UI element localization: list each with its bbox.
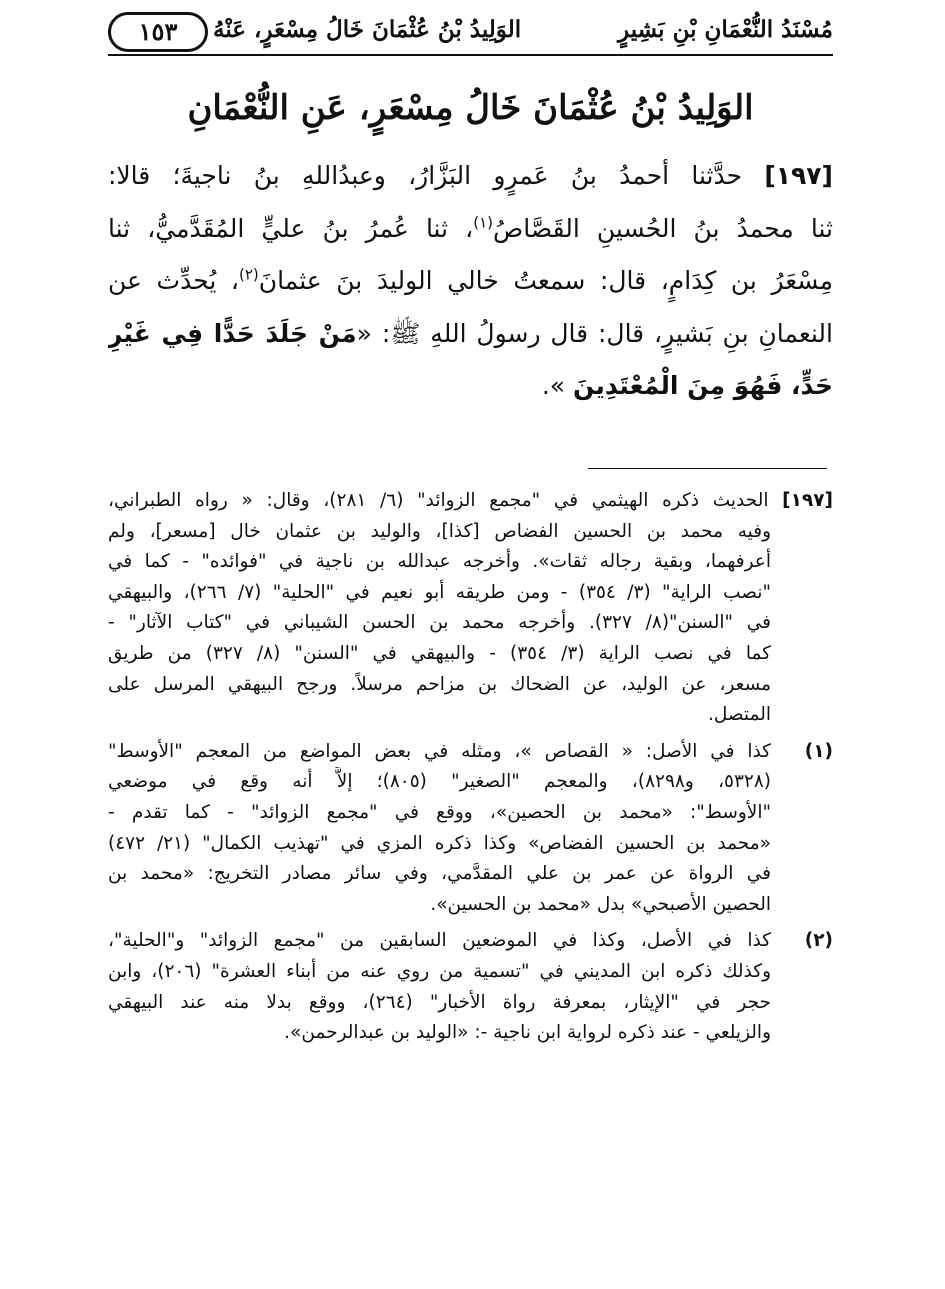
- footnote-line: (٥٣٢٨، و٨٢٩٨)، والمعجم "الصغير" (٨٠٥)؛ إلاَّ أنه وقع في موضعي: [108, 771, 771, 793]
- footnote-line: مسعر، عن الوليد، عن الضحاك بن مزاحم مرسلاً. ورجح البيهقي المرسل على: [108, 673, 771, 695]
- footnote-number: (٢): [804, 930, 833, 952]
- footnote-line: كما في نصب الراية (٣/ ٣٥٤) - والبيهقي في "السنن" (٨/ ٣٢٧) من طريق: [108, 642, 771, 664]
- page-number: ١٥٣: [108, 12, 208, 52]
- footnote-line: أعرفهما، وبقية رجاله ثقات». وأخرجه عبدالله بن ناجية في "فوائده" - كما في: [108, 551, 771, 573]
- prophetic-saying: مَنْ جَلَدَ حَدًّا فِي غَيْرِ: [108, 318, 357, 348]
- footnote-2: [108, 926, 833, 1048]
- hadith-text: [108, 150, 833, 413]
- footnote-number: (١): [804, 740, 833, 762]
- footnote-number: [١٩٧]: [782, 490, 833, 511]
- hadith-line: [١٩٧] حدَّثنا أحمدُ بنُ عَمرٍو البَزَّارُ، وعبدُاللهِ بنُ ناجيةَ؛ قالا:: [108, 161, 833, 190]
- footnote-line: "الأوسط": «محمد بن الحصين»، ووقع في "مجمع الزوائد" - كما تقدم -: [108, 801, 771, 823]
- footnote-line: وفيه محمد بن الحسين الفضاص [كذا]، والوليد بن عثمان خال [مسعر]، ولم: [108, 520, 771, 542]
- footnote-line: [١٩٧] الحديث ذكره الهيثمي في "مجمع الزوائد" (٦/ ٢٨١)، وقال: « رواه الطبراني،: [108, 490, 833, 511]
- prophetic-saying: حَدٍّ، فَهُوَ مِنَ الْمُعْتَدِينَ: [573, 371, 833, 400]
- footnote-separator: [588, 468, 827, 469]
- footnote-line: المتصل.: [708, 704, 771, 726]
- footnote-mark: (٢): [238, 265, 259, 284]
- footnote-line: «محمد بن الحسين الفضاص» وكذا ذكره المزي في "تهذيب الكمال" (٢١/ ٤٧٢): [108, 832, 771, 854]
- footnotes: [108, 486, 833, 1049]
- hadith-number: [١٩٧]: [764, 161, 833, 190]
- hadith-line: ثنا محمدُ بنُ الحُسينِ القَصَّاصُ$^{(١)}$، ثنا عُمرُ بنُ عليٍّ المُقَدَّميُّ، ثنا: [108, 213, 833, 243]
- footnote-line: "نصب الراية" (٣/ ٣٥٤) - ومن طريقه أبو نعيم في "الحلية" (٧/ ٢٦٦)، والبيهقي: [108, 581, 771, 603]
- footnote-line: الحصين الأصبحي» بدل «محمد بن الحسين».: [430, 893, 771, 915]
- header-rule: [108, 54, 833, 56]
- footnote-line: وكذلك ذكره ابن المديني في "تسمية من روي عنه من أبناء العشرة" (٢٠٦)، وابن: [108, 960, 771, 982]
- footnote-line: في الرواة عن عمر بن علي المقدَّمي، وفي سائر مصادر التخريج: «محمد بن: [108, 863, 771, 885]
- footnote-line: والزيلعي - عند ذكره لرواية ابن ناجية -: «الوليد بن عبدالرحمن».: [284, 1022, 771, 1044]
- footnote-line: كذا في الأصل، وكذا في الموضعين السابقين من "مجمع الزوائد" و"الحلية"،: [108, 930, 771, 952]
- footnote-line: كذا في الأصل: « القصاص »، ومثله في بعض المواضع من المعجم "الأوسط": [108, 740, 771, 762]
- hadith-line: حَدٍّ، فَهُوَ مِنَ الْمُعْتَدِينَ ».: [541, 371, 833, 400]
- section-title: الوَلِيدُ بْنُ عُثْمَانَ خَالُ مِسْعَرٍ، عَنِ النُّعْمَانِ: [187, 88, 754, 128]
- footnote-line: حجر في "الإيثار، بمعرفة رواة الأخبار" (٢٦٤)، ووقع بدلا منه عند البيهقي: [108, 991, 771, 1013]
- running-title: مُسْنَدُ النُّعْمَانِ بْنِ بَشِيرٍ: [618, 16, 833, 43]
- chapter-title: الوَلِيدُ بْنُ عُثْمَانَ خَالُ مِسْعَرٍ، عَنْهُ: [213, 16, 522, 43]
- footnote-197: [108, 486, 833, 731]
- footnote-mark: (١): [473, 213, 494, 232]
- hadith-line: النعمانِ بنِ بَشيرٍ، قال: قال رسولُ اللهِ ﷺ: «مَنْ جَلَدَ حَدًّا فِي غَيْرِ: [108, 318, 833, 348]
- footnote-line: في "السنن"(٨/ ٣٢٧). وأخرجه محمد بن الحسن الشيباني في "كتاب الآثار" -: [108, 612, 771, 634]
- page-header: [108, 10, 833, 50]
- footnote-1: [108, 737, 833, 921]
- hadith-line: مِسْعَرُ بن كِدَامٍ، قال: سمعتُ خالي الوليدَ بنَ عثمانَ$^{(٢)}$، يُحدِّث عن: [108, 265, 833, 295]
